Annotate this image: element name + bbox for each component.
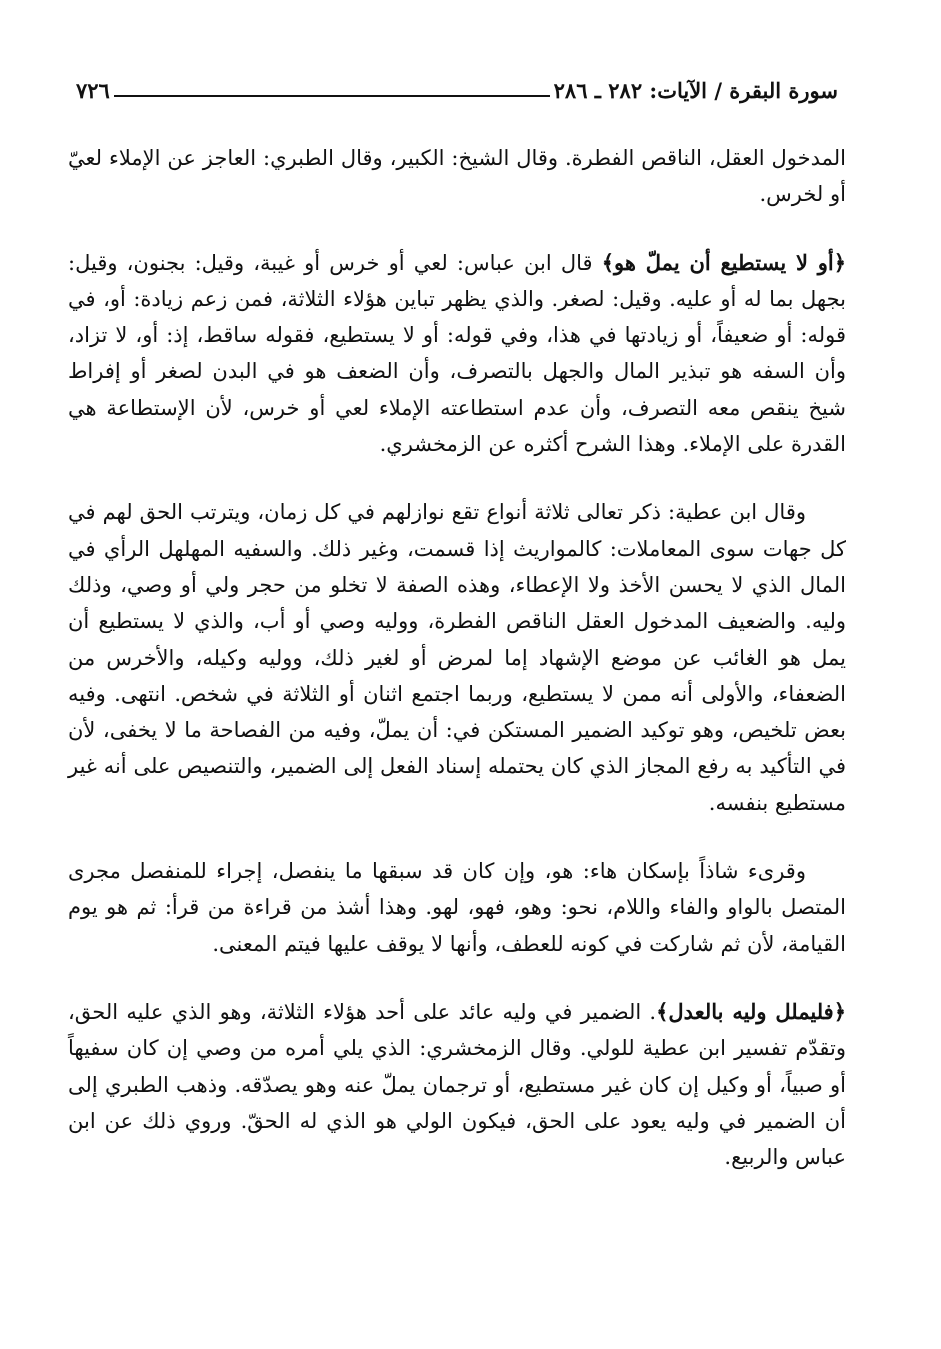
page-number: ٧٢٦ [76, 77, 110, 103]
paragraph-1-text: المدخول العقل، الناقص الفطرة. وقال الشيخ: الكبير، وقال الطبري: العاجز عن الإملاء لعيّ أو لخرس. [68, 146, 846, 207]
paragraph-4 [68, 853, 846, 962]
paragraph-3 [68, 494, 846, 821]
running-title: سورة البقرة / الآيات: ٢٨٢ ـ ٢٨٦ [553, 77, 838, 103]
book-page [68, 70, 846, 1207]
header-rule [114, 95, 550, 97]
quran-quote: ﴿فليملل وليه بالعدل﴾ [656, 998, 846, 1024]
quran-quote: ﴿أو لا يستطيع أن يملّ هو﴾ [601, 249, 847, 275]
paragraph-5 [68, 994, 846, 1175]
paragraph-3-text: وقال ابن عطية: ذكر تعالى ثلاثة أنواع تقع نوازلهم في كل زمان، ويترتب الحق لهم في كل جهات سوى المعاملات: كالمواريث إذا قسمت، وغير ذلك. والسفيه المهلهل الرأي في المال الذي لا يحسن الأخذ ولا الإعطاء، وهذه الصفة لا تخلو من حجر ولي أو وصي، وذلك وليه. والضعيف المدخول العقل الناقص الفطرة، ووليه وصي أو أب، والذي لا يستطيع أن يمل هو الغائب عن موضع الإشهاد إما لمرض أو لغير ذلك، ووليه وكيله، والأخرس من الضعفاء، والأولى أنه ممن لا يستطيع، وربما اجتمع اثنان أو الثلاثة في شخص. انتهى. وفيه بعض تلخيص، وهو توكيد الضمير المستكن في: أن يملّ، وفيه من الفصاحة ما لا يخفى، لأن في التأكيد به رفع المجاز الذي كان يحتمله إسناد الفعل إلى الضمير، والتنصيص على أنه غير مستطيع بنفسه. [68, 500, 846, 815]
page-body [68, 140, 846, 1175]
paragraph-1 [68, 140, 846, 213]
page-header [68, 70, 846, 110]
paragraph-2-text: قال ابن عباس: لعي أو خرس أو غيبة، وقيل: بجنون، وقيل: بجهل بما له أو عليه. وقيل: لصغر. والذي يظهر تباين هؤلاء الثلاثة، فمن زعم زيادة: أو، في قوله: أو ضعيفاً، أو زيادتها في هذا، وفي قوله: أو لا يستطيع، فقوله ساقط، إذ: أو، لا تزاد، وأن السفه هو تبذير المال والجهل بالتصرف، وأن الضعف هو في البدن لصغر أو إفراط شيخ ينقص معه التصرف، وأن عدم استطاعته الإملاء لعي أو خرس، لأن الإستطاعة هي القدرة على الإملاء. وهذا الشرح أكثره عن الزمخشري. [68, 250, 846, 457]
paragraph-4-text: وقرىء شاذاً بإسكان هاء: هو، وإن كان قد سبقها ما ينفصل، إجراء للمنفصل مجرى المتصل بالواو والفاء واللام، نحو: وهو، فهو، لهو. وهذا أشذ من قراءة من قرأ: ثم هو يوم القيامة، لأن ثم شاركت في كونه للعطف، وأنها لا يوقف عليها فيتم المعنى. [68, 859, 846, 956]
paragraph-5-text: . الضمير في وليه عائد على أحد هؤلاء الثلاثة، وهو الذي عليه الحق، وتقدّم تفسير ابن عطية للولي. وقال الزمخشري: الذي يلي أمره من وصي إن كان سفيهاً أو صبياً، أو وكيل إن كان غير مستطيع، أو ترجمان يملّ عنه وهو يصدّقه. وذهب الطبري إلى أن الضمير في وليه يعود على الحق، فيكون الولي هو الذي له الحقّ. وروي ذلك عن ابن عباس والربيع. [68, 999, 846, 1170]
paragraph-2 [68, 245, 846, 463]
